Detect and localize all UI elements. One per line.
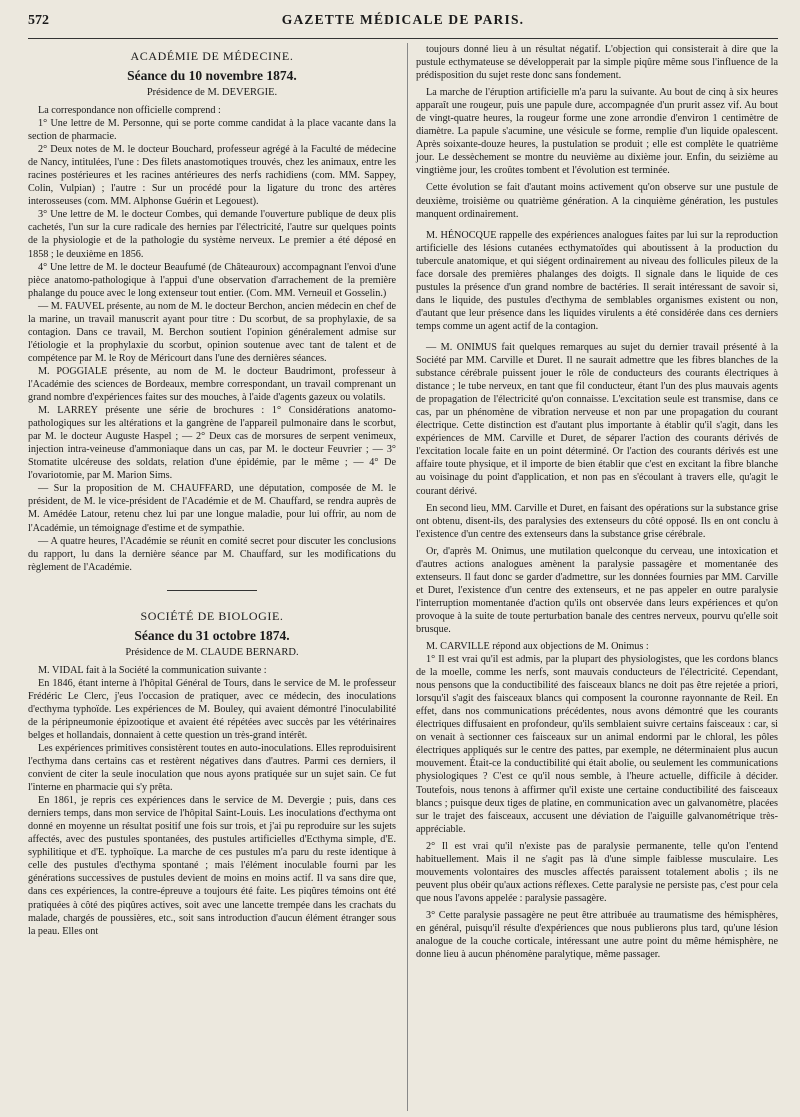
paragraph: M. LARREY présente une série de brochures : 1° Considérations anatomo-pathologiques sur les altérations et la gangrène de l'appareil pulmonaire dans le scorbut, par M. le docteur Auguste Haspel ; — 2° Deux cas de morsures de serpent venimeux, injection intra-veineuse d'ammoniaque dans un cas, par M. le docteur Feuvrier ; — 3° Stomatite ulcéreuse des soldats, relation d'une épidémie, par le même ; — 4° De l'ovariotomie, par M. Marion Sims. bbox=[28, 405, 396, 482]
paragraph: 3° Une lettre de M. le docteur Combes, qui demande l'ouverture publique de deux plis cachetés, l'un sur la cure radicale des hernies par l'électricité, l'autre sur quelques points de la physiologie et de la pathologie du système nerveux. Le premier a été déposé en 1858 ; le deuxième en 1856. bbox=[28, 209, 396, 260]
paragraph: 2° Deux notes de M. le docteur Bouchard, professeur agrégé à la Faculté de médecine de Nancy, intitulées, l'une : Des filets anastomotiques trouvés, chez les animaux, entre les racines postérieures et les racines antérieures des nerfs rachidiens (com. MM. Sappey, Colin, Vulpian) ; l'autre : Sur un procédé pour la ligature du tronc des artères interosseuses (com. MM. Alphonse Guérin et Legouest). bbox=[28, 144, 396, 208]
text-columns bbox=[28, 43, 778, 1113]
paragraph: 1° Il est vrai qu'il est admis, par la plupart des physiologistes, que les cordons blancs de la moelle, comme les nerfs, sont mauvais conducteurs de l'électricité. Cependant, nous pensons que la conductibilité des faisceaux blancs ne doit pas être rejetée a priori, lorsqu'il s'agit des faisceaux blancs qui composent la couronne rayonnante de Reil. En effet, dans nos communications précédentes, nous avons démontré que les courants électriques diffusaient en profondeur, qu'ils semblaient suivre certains faisceaux : car, si on venait à sectionner ces faisceaux sur un animal endormi par le chloral, les pôles électriques appliqués sur le centre des pattes, par exemple, ne déterminaient plus aucun mouvement. Était-ce la conductibilité qui était abolie, ou seulement les communications physiologiques ? C'est ce qu'il nous semble, à l'heure actuelle, difficile à décider. Toutefois, nous tenons à affirmer qu'il existe une certaine conductibilité des faisceaux blancs ; puisque deux tiges de platine, en communication avec un galvanomètre, placées sur le trajet des faisceaux, accusent une déviation de l'aiguille galvanométrique très-appréciable. bbox=[416, 654, 778, 835]
presidency-biologie: Présidence de M. CLAUDE BERNARD. bbox=[125, 646, 299, 658]
paragraph: — Sur la proposition de M. CHAUFFARD, une députation, composée de M. le président, de M. le vice-président de l'Académie et de M. Chauffard, se rendra auprès de M. Amédée Latour, retenu chez lui par une longue maladie, pour lui offrir, au nom de l'Académie, un témoignage d'estime et de sympathie. bbox=[28, 483, 396, 534]
paragraph: — A quatre heures, l'Académie se réunit en comité secret pour discuter les conclusions du rapport, lu dans la dernière séance par M. Chauffard, sur les modifications du règlement de l'Académie. bbox=[28, 535, 396, 573]
paragraph: 3° Cette paralysie passagère ne peut être attribuée au traumatisme des hémisphères, en général, puisqu'il résulte d'expériences que nous publierons plus tard, qu'une lésion analogue de la couche corticale, intéressant une autre point du même hémisphère, ne donne lieu à aucun phénomène paralytique, même passager. bbox=[416, 909, 778, 961]
paragraph: — M. ONIMUS fait quelques remarques au sujet du dernier travail présenté à la Société par MM. Carville et Duret. Il ne saurait admettre que les fibres blanches de la substance cérébrale puissent jouer le rôle de conducteurs des courants électriques à distance ; le tube nerveux, en tant que fil conducteur, étant l'un des plus mauvais agents de propagation de l'électricité qu'on connaisse. L'excitation seule est transmise, dans ce cas, par un phénomène de vibration nerveuse et non par une propagation du courant électrique. Cette distinction est d'autant plus importante à établir qu'il s'agit, dans les expériences de MM. Carville et Duret, de séparer l'action des courants dérivés de l'excitation locale faite en un point déterminé. Or l'action des courants dérivés est une affaire toute physique, et il importe de bien établir que c'est en excitant la fibre blanche au voisinage du point d'application, et non pas en s'écoulant à travers elle, qu'agit le courant dérivé. bbox=[416, 341, 778, 497]
paragraph: Les expériences primitives consistèrent toutes en auto-inoculations. Elles reproduisirent l'ecthyma dans certains cas et restèrent négatives dans d'autres. Parmi ces derniers, il convient de citer la seule inoculation que nous ayons pratiquée sur un sujet sain. Ce fut l'interne en pharmacie qui s'y prêta. bbox=[28, 742, 396, 794]
paragraph: 4° Une lettre de M. le docteur Beaufumé (de Châteauroux) accompagnant l'envoi d'une pièce anatomo-pathologique à l'appui d'une observation d'arrachement de la première phalange du pouce avec le long extenseur tout entier. (Com. MM. Verneuil et Gosselin.) bbox=[28, 261, 396, 299]
journal-title: GAZETTE MÉDICALE DE PARIS. bbox=[281, 12, 525, 27]
paragraph: — M. FAUVEL présente, au nom de M. le docteur Berchon, ancien médecin en chef de la marine, un travail manuscrit ayant pour titre : Du scorbut, de sa prophylaxie, de sa contagion. Dans ce travail, M. Berchon soutient l'opinion généralement admise sur l'étiologie et la prophylaxie du scorbut, opinion soutenue avec tant de talent et de compétence par M. le Roy de Méricourt dans l'une des dernières séances. bbox=[28, 300, 396, 364]
paragraph: M. CARVILLE répond aux objections de M. Onimus : bbox=[426, 641, 649, 653]
left-column bbox=[28, 43, 396, 1111]
presidency-academie: Présidence de M. DEVERGIE. bbox=[146, 87, 278, 98]
page-number: 572 bbox=[28, 13, 49, 28]
paragraph: En 1846, étant interne à l'hôpital Général de Tours, dans le service de M. le professeur Frédéric Le Clerc, j'eus l'occasion de pratiquer, avec ce médecin, des inoculations d'ecthyma typhoïde. Les expériences de M. Bouley, qui avaient démontré l'inoculabilité de la péripneumonie épizootique et avaient été répétées avec succès par les vétérinaires belges et hollandais, donnaient à cette question un très-grand intérêt. bbox=[28, 677, 396, 741]
section-title-academie: ACADÉMIE DE MÉDECINE. bbox=[130, 49, 294, 63]
right-column bbox=[407, 43, 778, 1111]
paragraph: 2° Il est vrai qu'il n'existe pas de paralysie permanente, telle qu'on l'entend habituellement. Mais il ne s'agit pas là d'une simple faiblesse musculaire. Les mouvements volontaires des muscles affectés paraissent totalement abolis ; ils ne peuvent plus obéir qu'aux actions réflexes. Cette paralysie ne persiste pas, c'est pour cela que nous l'avons appelée : paralysie passagère. bbox=[416, 840, 778, 904]
paragraph: M. POGGIALE présente, au nom de M. le docteur Baudrimont, professeur à l'Académie des sciences de Bordeaux, membre correspondant, un travail comprenant un grand nombre d'expériences faites sur des mouches, à l'aide d'agents gazeux ou volatils. bbox=[28, 365, 396, 404]
paragraph: En second lieu, MM. Carville et Duret, en faisant des opérations sur la substance grise ont obtenu, disent-ils, des paralysies des extenseurs du côté opposé. Ils en ont conclu à l'existence d'un centre des extenseurs dans la substance grise cérébrale. bbox=[416, 502, 778, 540]
paragraph: En 1861, je repris ces expériences dans le service de M. Devergie ; puis, dans ces derniers temps, dans mon service de l'hôpital Saint-Louis. Les inoculations d'ecthyma ont donné en moyenne un résultat positif une fois sur trois, et j'ai pu reproduire sur les sujets affectés, avec des pustules spontanées, des pustules artificielles d'Ecthyma simple, d'E. syphilitique et d'E. typhoïque. La marche de ces pustules m'a paru du reste identique à celle des pustules d'ecthyma spontané ; mais l'élément inoculable fourni par les générations successives de pustules devient de moins en moins actif. Il va sans dire que, dans ces expériences, la contre-épreuve a toujours été faite. Les piqûres témoins ont été pratiquées à côté des piqûres actives, soit avec une lancette trempée dans les crachats du malade, chargés de poussières, etc., soit sans introduction d'aucun élément étranger sous la peau. Elles ont bbox=[28, 795, 396, 937]
paragraph: La correspondance non officielle comprend : bbox=[38, 105, 221, 116]
paragraph: 1° Une lettre de M. Personne, qui se porte comme candidat à la place vacante dans la section de pharmacie. bbox=[28, 118, 396, 143]
paragraph: M. HÉNOCQUE rappelle des expériences analogues faites par lui sur la reproduction artificielle des lésions cutanées ecthymatoïdes qui aboutissent à la production du tubercule anatomique, et qui siégent ordinairement au niveau des follicules pileux de la face dorsale des premières phalanges des doigts. Il signale dans le liquide de ces pustules la présence d'un grand nombre de bactéries. Il serait intéressant de savoir si, dans le liquide, des pustules d'ecthyma de semblables organismes existent ou non, d'autant que leur présence dans les liquides virulents a été considérée dans ces derniers temps comme un agent actif de la contagion. bbox=[416, 229, 778, 332]
paragraph: toujours donné lieu à un résultat négatif. L'objection qui consisterait à dire que la pustule ecthymateuse se développerait par la simple piqûre même sous l'influence de la prédisposition du sujet reste donc sans fondement. bbox=[416, 44, 778, 82]
paragraph: M. VIDAL fait à la Société la communication suivante : bbox=[38, 664, 267, 676]
section-divider bbox=[167, 590, 257, 591]
session-title-biologie: Séance du 31 octobre 1874. bbox=[134, 627, 290, 643]
session-title-academie: Séance du 10 novembre 1874. bbox=[127, 68, 297, 83]
paragraph: Or, d'après M. Onimus, une mutilation quelconque du cerveau, une intoxication et d'autres actions analogues amènent la paralysie passagère et momentanée des extenseurs. Il faut donc se garder d'admettre, sur les données fournies par MM. Carville et Duret, l'existence d'un centre des extenseurs, et ne pas appeler en outre paralysie l'interruption momentanée d'action qu'ils ont observée dans leurs expériences et qu'on provoque à la suite de toute perturbation banale des centres nerveux, pourvu qu'elle soit brusque. bbox=[416, 545, 778, 635]
paragraph: Cette évolution se fait d'autant moins activement qu'on observe sur une pustule de deuxième, troisième ou quatrième génération. A la cinquième génération, les pustules manquent ordinairement. bbox=[416, 182, 778, 220]
paragraph: La marche de l'éruption artificielle m'a paru la suivante. Au bout de cinq à six heures apparaît une rougeur, puis une papule dure, accompagnée d'un prurit assez vif. Au bout de vingt-quatre heures, la rougeur forme une zone arrondie d'environ 1 centimètre de diamètre. La papule s'acumine, une vésicule se forme, remplie d'un liquide opalescent. Après soixante-douze heures, la pustulation se produit ; elle est complète le quatrième jour. Le dessèchement se montre du neuvième au dixième jour. Enfin, du seizième au vingtième jour, les croûtes tombent et l'évolution est terminée. bbox=[416, 87, 778, 177]
section-title-biologie: SOCIÉTÉ DE BIOLOGIE. bbox=[140, 608, 284, 623]
running-head bbox=[28, 12, 778, 39]
